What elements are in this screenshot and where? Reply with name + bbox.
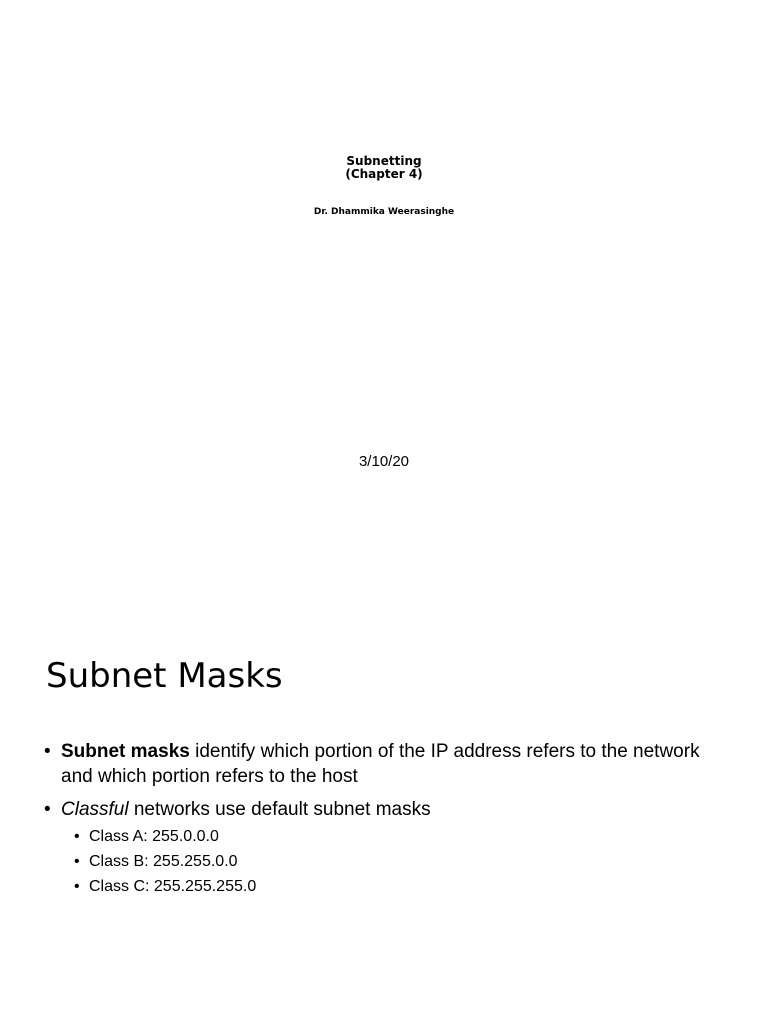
sub-bullet-text: Class A: 255.0.0.0 — [89, 828, 219, 845]
sub-bullet-text: Class B: 255.255.0.0 — [89, 853, 238, 870]
bullet-text: networks use default subnet masks — [128, 799, 431, 820]
bullet-emphasis: Subnet masks — [61, 741, 190, 762]
slide-title: Subnetting — [346, 154, 422, 168]
sub-bullet-text: Class C: 255.255.255.0 — [89, 878, 257, 895]
bullet-text: identify which portion of the IP address refers to the network and which portion refers to the host — [61, 741, 700, 787]
sub-bullet-item — [74, 851, 724, 872]
slide-subtitle: (Chapter 4) — [345, 167, 423, 181]
sub-bullet-item — [74, 876, 724, 897]
bullet-item — [44, 797, 724, 822]
slide-date: 3/10/20 — [358, 453, 410, 470]
bullet-list — [44, 739, 724, 897]
bullet-marker: • — [44, 741, 51, 762]
author-name: Dr. Dhammika Weerasinghe — [313, 207, 455, 217]
sub-bullet-item — [74, 826, 724, 847]
slide-heading: Subnet Masks — [46, 656, 283, 696]
bullet-marker: • — [74, 878, 80, 895]
bullet-marker: • — [74, 853, 80, 870]
bullet-marker: • — [74, 828, 80, 845]
bullet-emphasis: Classful — [61, 799, 129, 820]
bullet-marker: • — [44, 799, 51, 820]
bullet-item — [44, 739, 724, 789]
